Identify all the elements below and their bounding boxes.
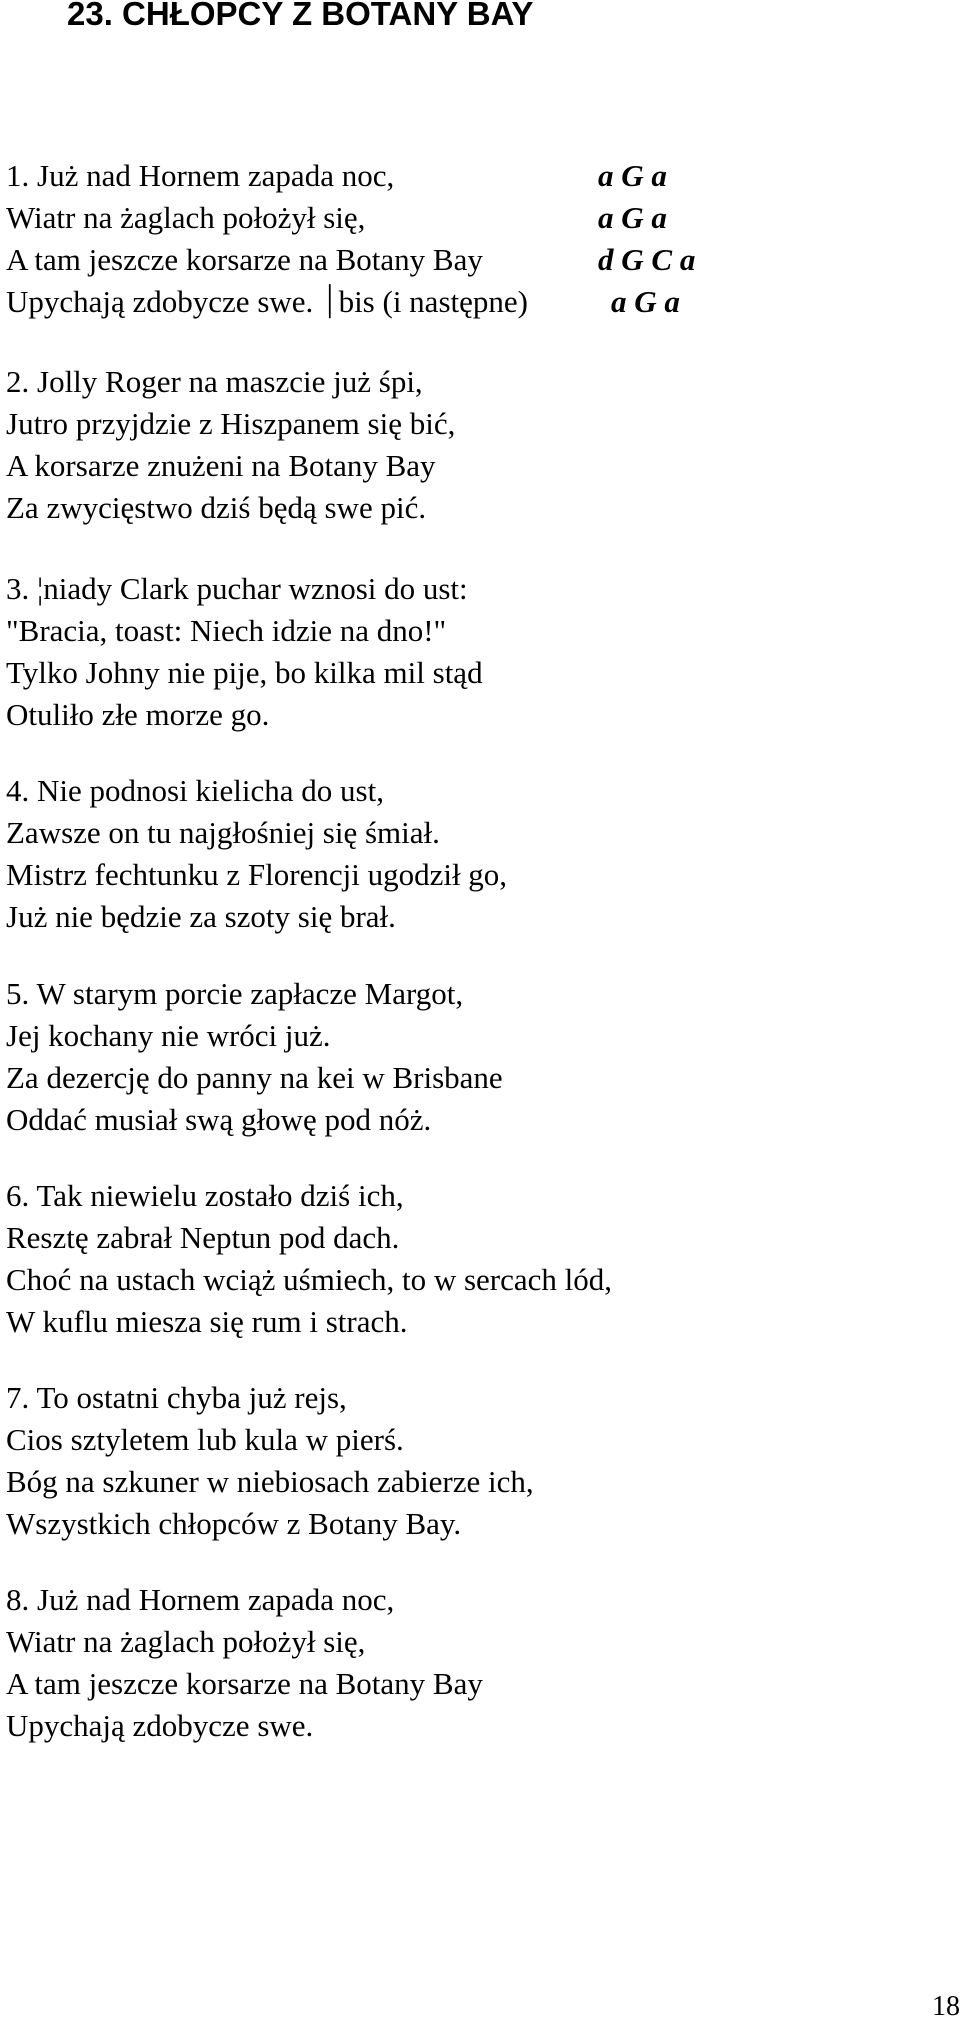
lyric-line — [6, 770, 507, 812]
lyric-text: Cios sztyletem lub kula w pierś. — [6, 1422, 404, 1457]
lyric-text: Mistrz fechtunku z Florencji ugodził go, — [6, 857, 508, 892]
lyric-text: Bóg na szkuner w niebiosach zabierze ich, — [6, 1464, 534, 1499]
lyric-text: Wiatr na żaglach położył się, — [6, 1624, 366, 1659]
lyric-text: 4. Nie podnosi kielicha do ust, — [6, 773, 384, 808]
lyric-text: A korsarze znużeni na Botany Bay — [6, 448, 436, 483]
verse-2 — [6, 361, 455, 529]
lyric-text: Oddać musiał swą głowę pod nóż. — [6, 1102, 432, 1137]
lyric-line — [6, 1259, 612, 1301]
lyric-text: W kuflu miesza się rum i strach. — [6, 1304, 408, 1339]
lyric-text: Wszystkich chłopców z Botany Bay. — [6, 1506, 462, 1541]
lyric-line — [6, 973, 503, 1015]
lyric-text: Upychają zdobycze swe. ⏐bis (i następne) — [6, 284, 528, 319]
lyric-line — [6, 854, 507, 896]
verse-7 — [6, 1377, 534, 1545]
verse-4 — [6, 770, 507, 938]
lyric-line — [6, 694, 483, 736]
lyric-line — [6, 652, 483, 694]
lyric-text: Za dezercję do panny na kei w Brisbane — [6, 1060, 503, 1095]
lyric-text: Zawsze on tu najgłośniej się śmiał. — [6, 815, 440, 850]
verse-8 — [6, 1579, 483, 1747]
verse-5 — [6, 973, 503, 1141]
lyric-line — [6, 1503, 534, 1545]
lyric-line — [6, 445, 455, 487]
lyric-line — [6, 1419, 534, 1461]
lyric-text: Za zwycięstwo dziś będą swe pić. — [6, 490, 427, 525]
lyric-line — [6, 197, 667, 239]
chord-label: a G a — [598, 200, 667, 235]
lyric-line — [6, 1099, 503, 1141]
lyric-text: Upychają zdobycze swe. — [6, 1708, 314, 1743]
lyric-text: Jutro przyjdzie z Hiszpanem się bić, — [6, 406, 456, 441]
lyric-line — [6, 1015, 503, 1057]
lyric-line — [6, 487, 455, 529]
lyric-line — [6, 568, 483, 610]
song-title: 23. CHŁOPCY Z BOTANY BAY — [67, 0, 534, 32]
verse-1 — [6, 155, 696, 323]
chord-label: d G C a — [598, 242, 696, 277]
lyric-text: 1. Już nad Hornem zapada noc, — [6, 158, 395, 193]
lyric-line — [6, 403, 455, 445]
lyric-line — [6, 610, 483, 652]
lyric-text: 5. W starym porcie zapłacze Margot, — [6, 976, 464, 1011]
lyric-line — [6, 155, 667, 197]
lyric-text: Tylko Johny nie pije, bo kilka mil stąd — [6, 655, 483, 690]
lyric-text: "Bracia, toast: Niech idzie na dno!" — [6, 613, 447, 648]
lyric-text: A tam jeszcze korsarze na Botany Bay — [6, 1666, 483, 1701]
chord-label: a G a — [611, 284, 680, 319]
lyric-line — [6, 812, 507, 854]
lyric-line — [6, 281, 680, 323]
lyric-line — [6, 1301, 612, 1343]
lyric-line — [6, 1461, 534, 1503]
lyric-line — [6, 1057, 503, 1099]
verse-6 — [6, 1175, 612, 1343]
lyric-line — [6, 1579, 483, 1621]
lyric-line — [6, 1663, 483, 1705]
lyric-line — [6, 239, 696, 281]
lyric-text: Otuliło złe morze go. — [6, 697, 270, 732]
lyric-text: Choć na ustach wciąż uśmiech, to w sercach lód, — [6, 1262, 613, 1297]
lyric-text: Już nie będzie za szoty się brał. — [6, 899, 396, 934]
lyric-text: Resztę zabrał Neptun pod dach. — [6, 1220, 400, 1255]
verse-3 — [6, 568, 483, 736]
lyric-line — [6, 1217, 612, 1259]
lyric-text: 6. Tak niewielu zostało dziś ich, — [6, 1178, 404, 1213]
lyric-line — [6, 1621, 483, 1663]
lyric-line — [6, 361, 455, 403]
page-number: 18 — [932, 1991, 960, 2022]
lyric-text: A tam jeszcze korsarze na Botany Bay — [6, 242, 483, 277]
lyric-text: 8. Już nad Hornem zapada noc, — [6, 1582, 395, 1617]
chord-label: a G a — [598, 158, 667, 193]
lyric-line — [6, 896, 507, 938]
lyric-line — [6, 1175, 612, 1217]
lyric-text: 2. Jolly Roger na maszcie już śpi, — [6, 364, 423, 399]
lyric-text: Jej kochany nie wróci już. — [6, 1018, 331, 1053]
lyric-line — [6, 1377, 534, 1419]
lyric-text: 3. ¦niady Clark puchar wznosi do ust: — [6, 571, 468, 606]
lyric-text: Wiatr na żaglach położył się, — [6, 200, 366, 235]
lyric-line — [6, 1705, 483, 1747]
lyric-text: 7. To ostatni chyba już rejs, — [6, 1380, 347, 1415]
